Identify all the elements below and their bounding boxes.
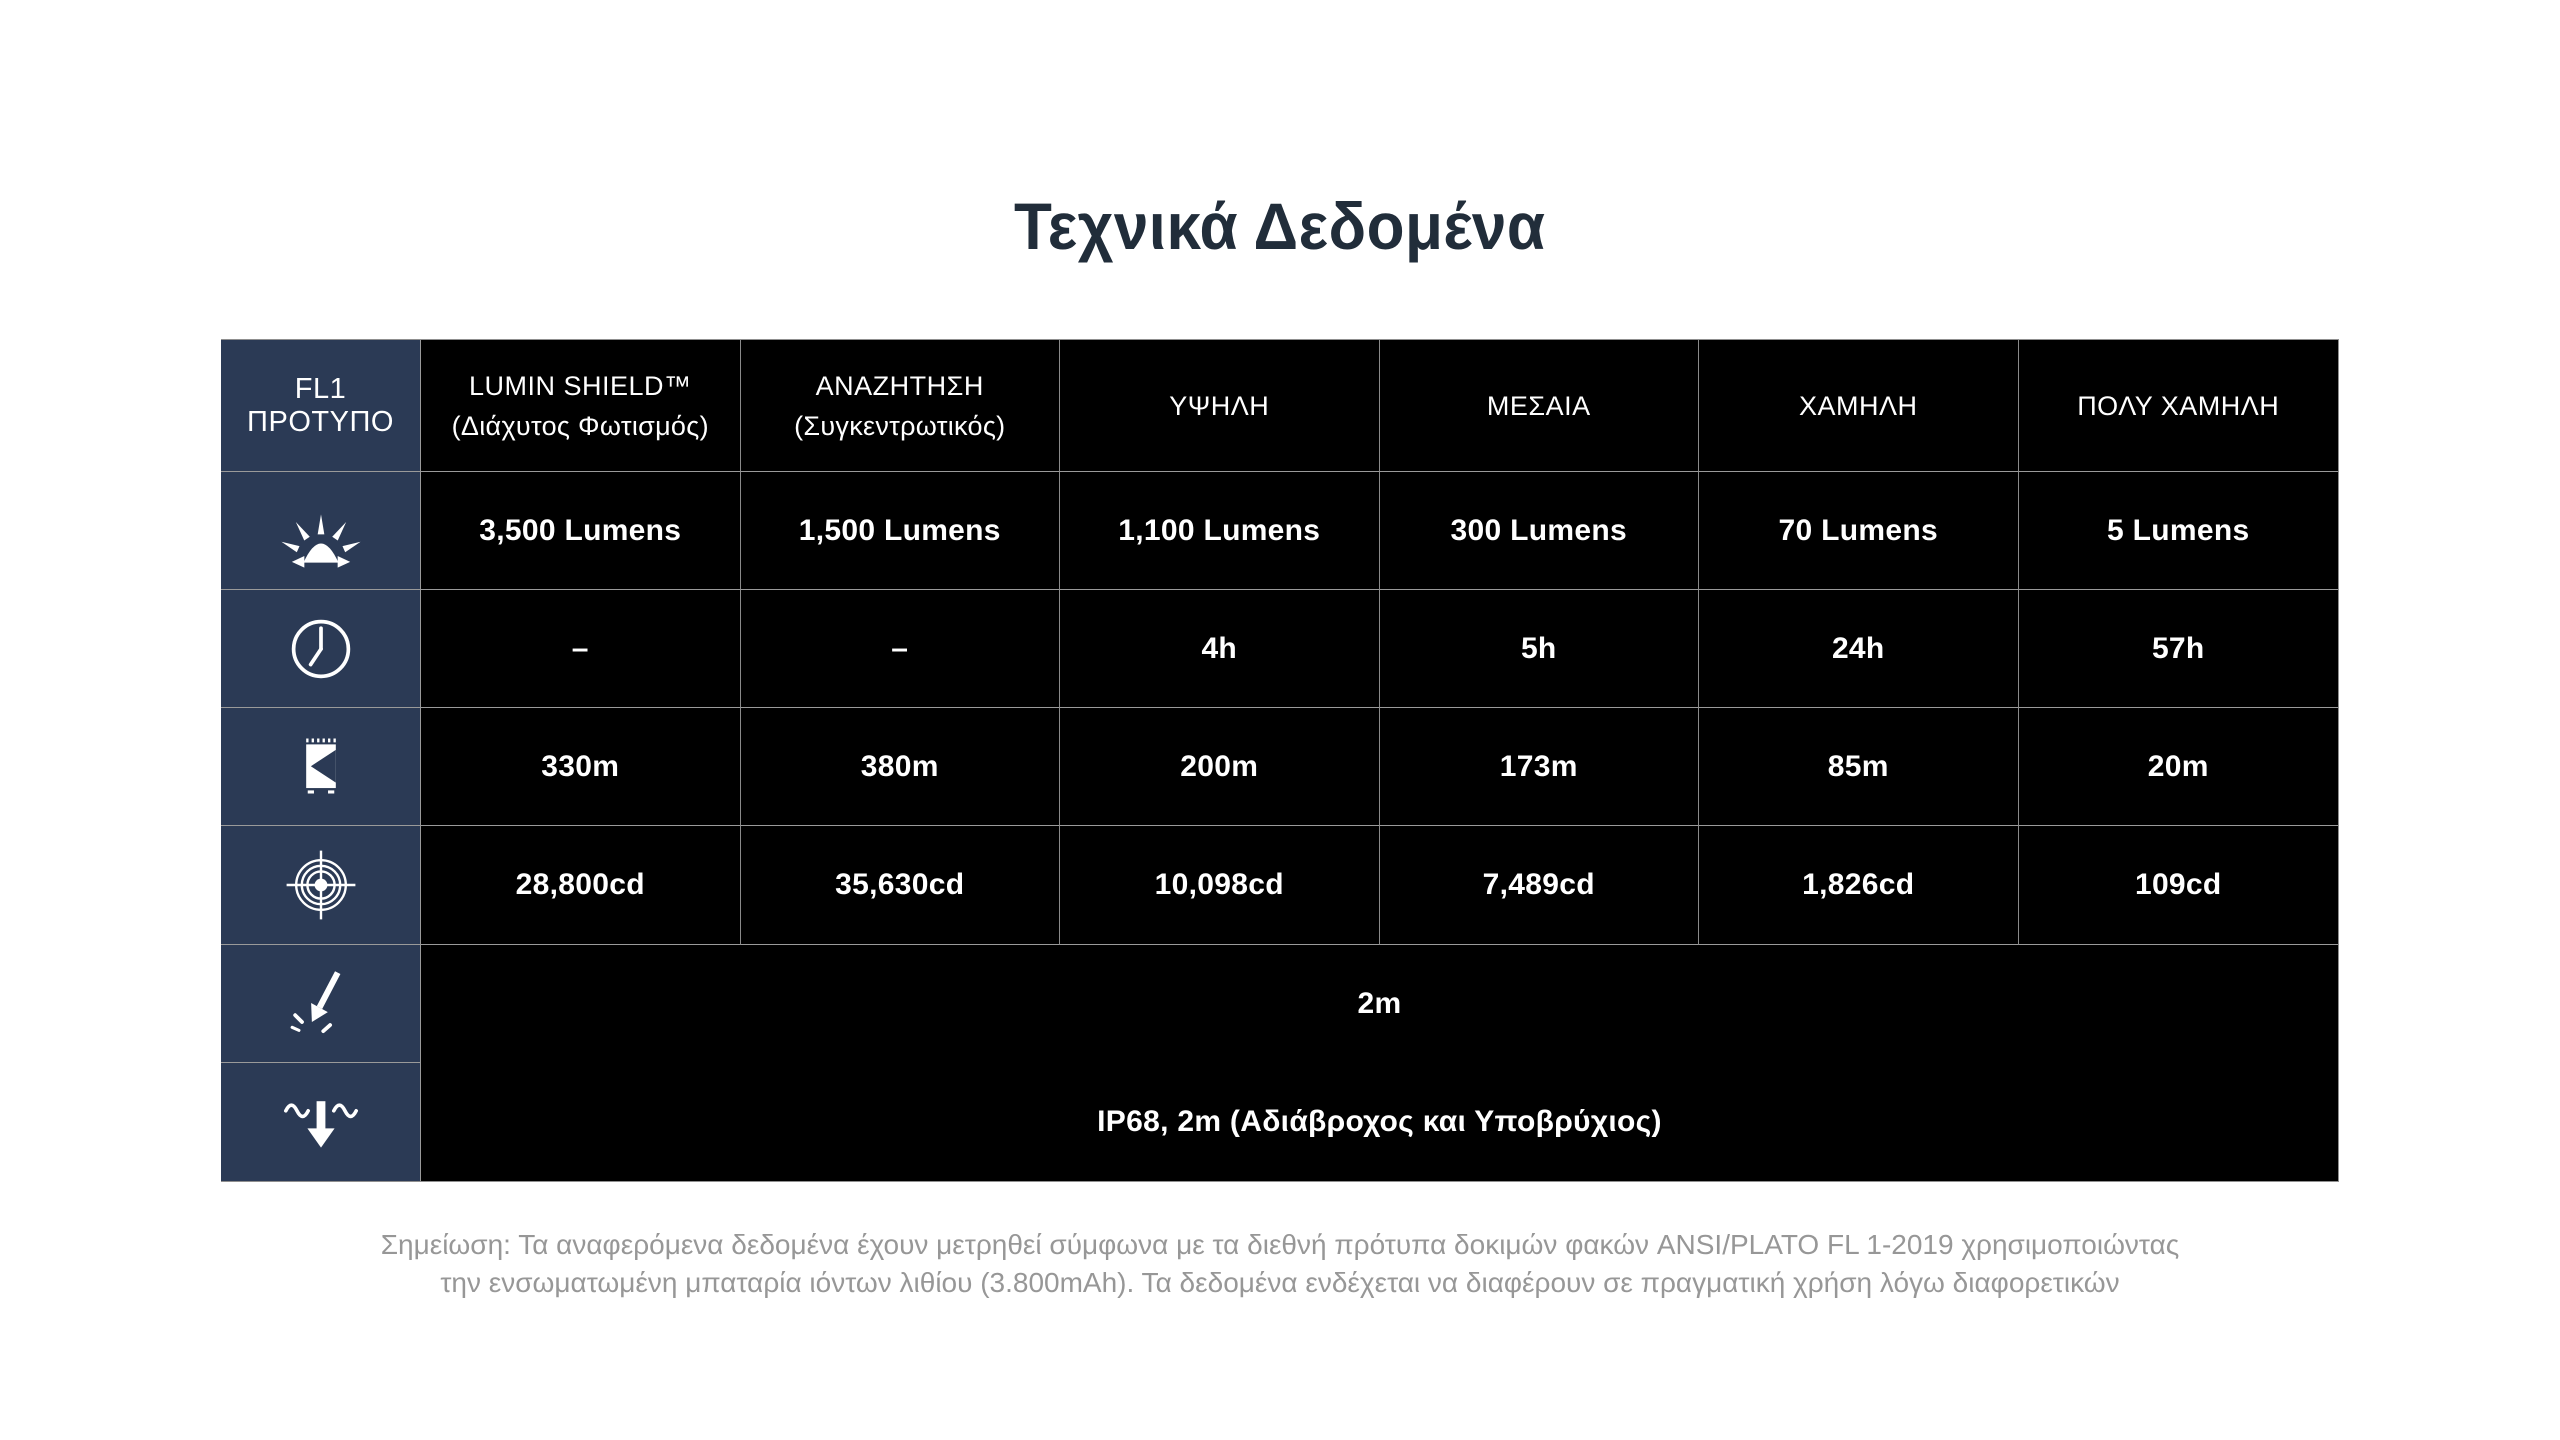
row-icon-cell-impact	[221, 945, 421, 1063]
table-cell-impact-resistance: 2m	[421, 945, 2338, 1063]
corner-label: FL1 ΠΡΟΤΥΠΟ	[247, 372, 394, 438]
column-header-label: ΑΝΑΖΗΤΗΣΗ	[815, 370, 984, 401]
column-header-low	[1699, 340, 2019, 472]
impact-resistance-icon	[283, 965, 359, 1041]
table-cell: 70 Lumens	[1699, 472, 2019, 590]
beam-intensity-icon	[281, 843, 361, 927]
light-output-icon	[279, 491, 363, 571]
table-cell: 109cd	[2019, 826, 2339, 944]
row-icon-cell-beam-intensity	[221, 826, 421, 944]
column-header-sublabel: (Συγκεντρωτικός)	[794, 410, 1006, 441]
table-cell: 300 Lumens	[1380, 472, 1700, 590]
row-icon-cell-waterproof	[221, 1063, 421, 1181]
footnote	[0, 1226, 2560, 1302]
runtime-clock-icon	[284, 612, 358, 686]
table-cell: 7,489cd	[1380, 826, 1700, 944]
header-corner-cell	[221, 340, 421, 472]
column-header-label: LUMIN SHIELD™	[468, 370, 692, 401]
table-cell: 35,630cd	[741, 826, 1061, 944]
table-cell: 1,500 Lumens	[741, 472, 1061, 590]
table-cell: 3,500 Lumens	[421, 472, 741, 590]
table-cell: 5 Lumens	[2019, 472, 2339, 590]
column-header-very-low	[2019, 340, 2339, 472]
footnote-line-1: Σημείωση: Τα αναφερόμενα δεδομένα έχουν μετρηθεί σύμφωνα με τα διεθνή πρότυπα δοκιμών φακών ANSI/PLATO FL 1-2019 χρησιμοποιώντας	[380, 1229, 2180, 1260]
column-header-high	[1060, 340, 1380, 472]
column-header-medium	[1380, 340, 1700, 472]
table-cell: 1,100 Lumens	[1060, 472, 1380, 590]
column-header-search	[741, 340, 1061, 472]
table-cell: 4h	[1060, 590, 1380, 708]
table-cell: –	[741, 590, 1061, 708]
table-cell: 330m	[421, 708, 741, 826]
table-cell-waterproof-rating: IP68, 2m (Αδιάβροχος και Υποβρύχιος)	[421, 1063, 2338, 1181]
table-cell: 1,826cd	[1699, 826, 2019, 944]
table-cell: 200m	[1060, 708, 1380, 826]
table-cell: 85m	[1699, 708, 2019, 826]
table-cell: 380m	[741, 708, 1061, 826]
beam-distance-icon	[282, 728, 360, 806]
table-cell: –	[421, 590, 741, 708]
spec-table	[221, 339, 2339, 1182]
column-header-lumin-shield	[421, 340, 741, 472]
table-cell: 24h	[1699, 590, 2019, 708]
column-header-label: ΥΨΗΛΗ	[1169, 390, 1270, 421]
page-title	[0, 188, 2560, 264]
waterproof-icon	[279, 1082, 363, 1162]
footnote-line-2: την ενσωματωμένη μπαταρία ιόντων λιθίου (3.800mAh). Τα δεδομένα ενδέχεται να διαφέρουν σε πραγματική χρήση λόγω διαφορετικών	[440, 1267, 2120, 1298]
table-cell: 28,800cd	[421, 826, 741, 944]
table-cell: 20m	[2019, 708, 2339, 826]
row-icon-cell-beam-distance	[221, 708, 421, 826]
column-header-label: ΠΟΛΥ ΧΑΜΗΛΗ	[2077, 390, 2280, 421]
column-header-label: ΜΕΣΑΙΑ	[1486, 390, 1591, 421]
column-header-sublabel: (Διάχυτος Φωτισμός)	[451, 410, 709, 441]
table-cell: 57h	[2019, 590, 2339, 708]
column-header-label: ΧΑΜΗΛΗ	[1798, 390, 1918, 421]
table-cell: 5h	[1380, 590, 1700, 708]
table-cell: 10,098cd	[1060, 826, 1380, 944]
row-icon-cell-light-output	[221, 472, 421, 590]
page-title-text: Τεχνικά Δεδομένα	[1014, 189, 1546, 263]
table-cell: 173m	[1380, 708, 1700, 826]
row-icon-cell-runtime	[221, 590, 421, 708]
